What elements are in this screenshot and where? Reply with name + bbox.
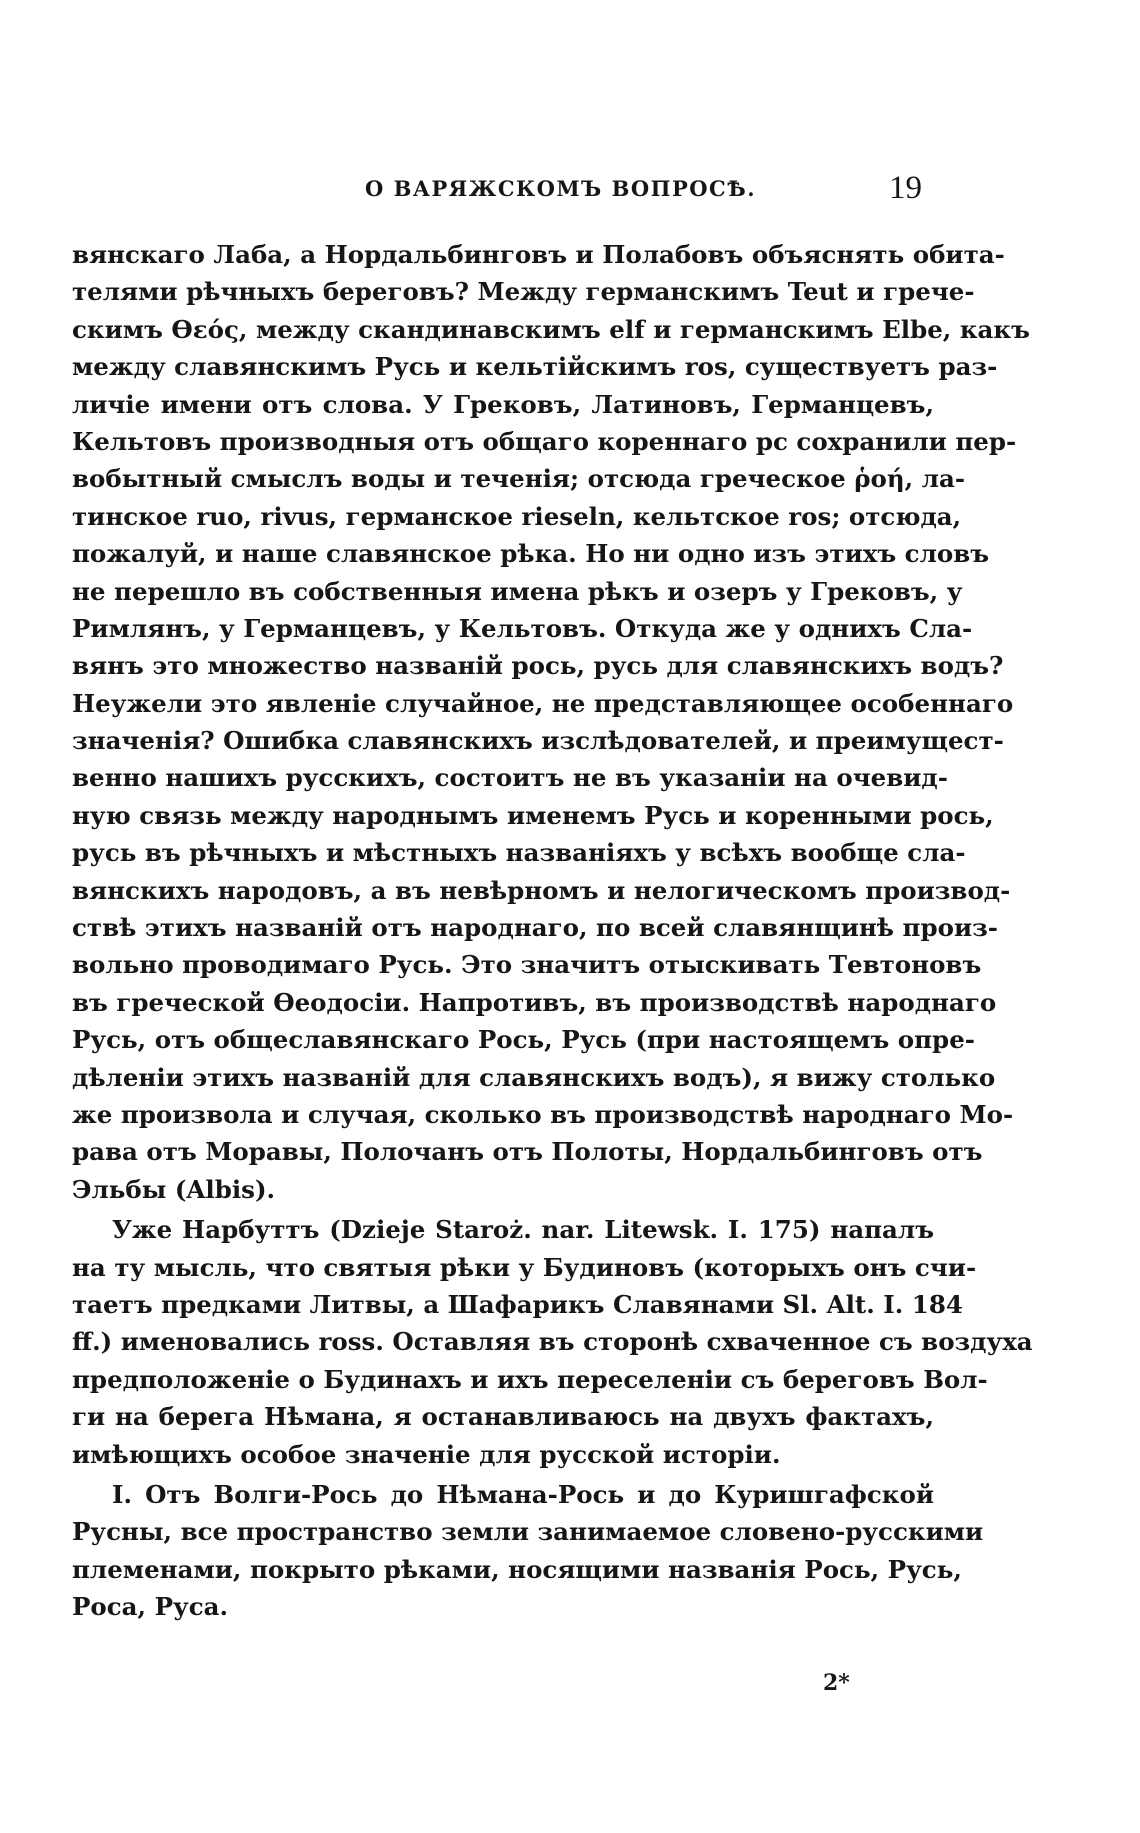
text-line: личіе имени отъ слова. У Грековъ, Латиновъ, Германцевъ, [72,389,934,419]
text-line: вобытный смыслъ воды и теченія; отсюда греческое ῥοή, ла- [72,464,966,494]
text-line: вянскаго Лаба, а Нордальбинговъ и Полабовъ объяснять обита- [72,240,1005,269]
paragraph-2 [72,1211,1033,1473]
text-line: дѣленіи этихъ названій для славянскихъ водъ), я вижу столько [72,1062,996,1092]
paragraph-1 [72,236,1030,1208]
paragraph-3 [72,1476,984,1626]
text-line: между славянскимъ Русь и кельтійскимъ ros, существуетъ раз- [72,352,998,382]
text-line: Русь, отъ общеславянскаго Рось, Русь (при настоящемъ опре- [72,1025,975,1055]
body-text [72,236,1033,1625]
text-line: ствѣ этихъ названій отъ народнаго, по всей славянщинѣ произ- [72,913,998,943]
text-line: не перешло въ собственныя имена рѣкъ и озеръ у Грековъ, у [72,576,963,606]
text-line: въ греческой Ѳеодосіи. Напротивъ, въ производствѣ народнаго [72,987,997,1017]
running-title: О ВАРЯЖСКОМЪ ВОПРОСѢ. [365,176,757,201]
text-line: же произвола и случая, сколько въ производствѣ народнаго Мо- [72,1099,1014,1129]
text-line: телями рѣчныхъ береговъ? Между германскимъ Teut и грече- [72,277,975,307]
text-line: венно нашихъ русскихъ, состоитъ не въ указаніи на очевид- [72,763,948,793]
signature-mark: 2* [823,1670,850,1696]
text-line: пожалуй, и наше славянское рѣка. Но ни одно изъ этихъ словъ [72,539,990,569]
text-line: скимъ Ѳεός, между скандинавскимъ elf и германскимъ Elbe, какъ [72,314,1030,344]
text-line: на ту мысль, что святыя рѣки у Будиновъ (которыхъ онъ счи- [72,1252,977,1282]
text-line: Уже Нарбуттъ (Dzieje Staroż. nar. Litewsk. I. 175) напалъ [112,1215,934,1245]
text-line: вянъ это множество названій рось, русь для славянскихъ водъ? [72,651,1004,681]
page-number: 19 [889,170,922,206]
text-line: I. Отъ Волги-Рось до Нѣмана-Рось и до Куришгафской [112,1479,934,1509]
text-line: Неужели это явленіе случайное, не представляющее особеннаго [72,688,1014,718]
text-line: имѣющихъ особое значеніе для русской исторіи. [72,1439,781,1469]
text-line: значенія? Ошибка славянскихъ изслѣдователей, и преимущест- [72,726,1004,756]
text-line: предположеніе о Будинахъ и ихъ переселеніи съ береговъ Вол- [72,1364,988,1394]
text-line: таетъ предками Литвы, а Шафарикъ Славянами Sl. Alt. I. 184 [72,1289,963,1319]
text-line: Кельтовъ производныя отъ общаго кореннаго рс сохранили пер- [72,426,1017,456]
text-line: ff.) именовались ross. Оставляя въ сторонѣ схваченное съ воздуха [72,1327,1033,1357]
text-line: вольно проводимаго Русь. Это значитъ отыскивать Тевтоновъ [72,950,982,980]
text-line: Римлянъ, у Германцевъ, у Кельтовъ. Откуда же у однихъ Сла- [72,613,973,643]
text-line: Роса, Руса. [72,1592,229,1622]
text-line: ную связь между народнымъ именемъ Русь и коренными рось, [72,800,994,830]
text-line: рава отъ Моравы, Полочанъ отъ Полоты, Нордальбинговъ отъ [72,1137,983,1167]
text-line: тинское ruo, rivus, германское rieseln, кельтское ros; отсюда, [72,501,962,531]
text-line: племенами, покрыто рѣками, носящими названія Рось, Русь, [72,1554,962,1584]
text-line: русь въ рѣчныхъ и мѣстныхъ названіяхъ у всѣхъ вообще сла- [72,838,966,868]
text-line: вянскихъ народовъ, а въ невѣрномъ и нелогическомъ производ- [72,875,1011,905]
text-line: Русны, все пространство земли занимаемое словено-русскими [72,1517,984,1547]
text-line: ги на берега Нѣмана, я останавливаюсь на двухъ фактахъ, [72,1402,934,1432]
text-line: Эльбы (Albis). [72,1174,276,1204]
